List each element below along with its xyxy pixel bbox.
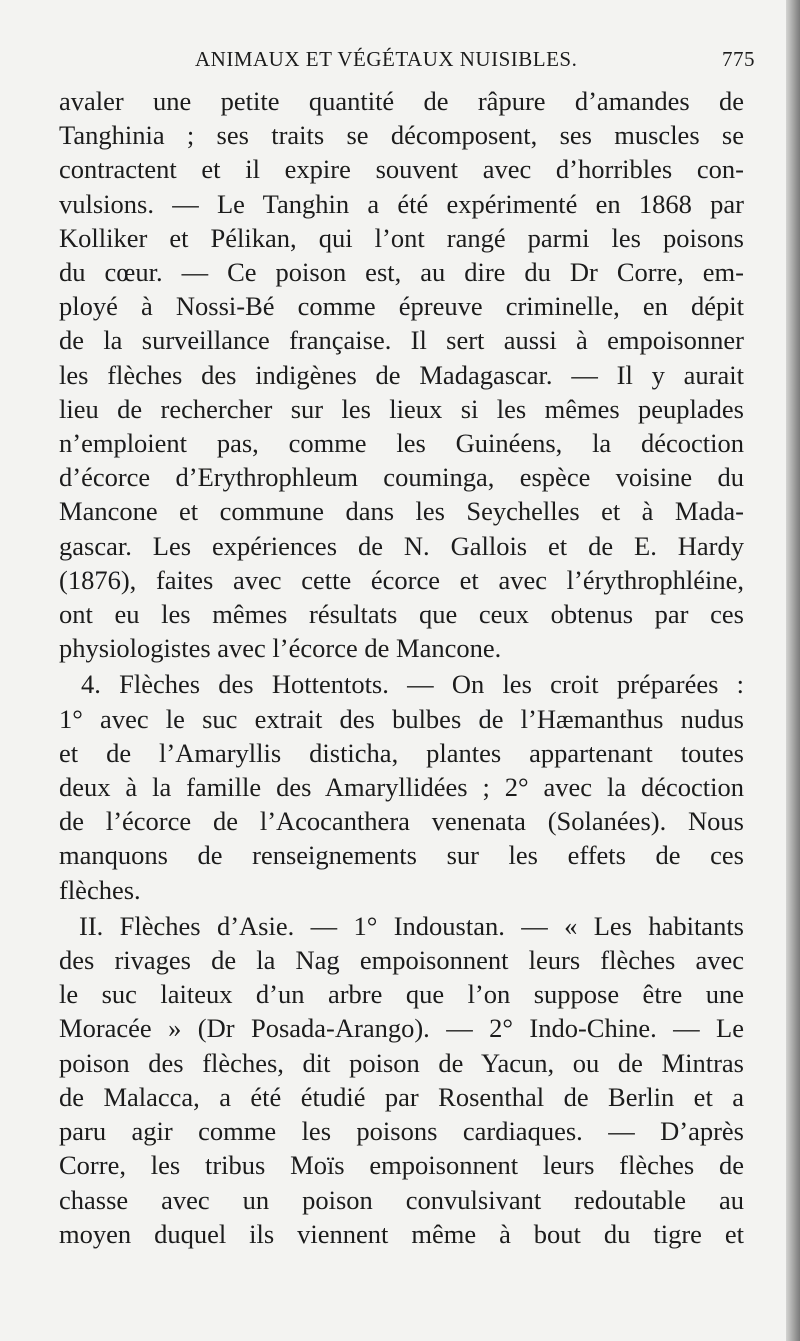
text-line: vulsions. — Le Tanghin a été expérimenté en 1868 par <box>59 188 744 219</box>
text-line: paru agir comme les poisons cardiaques. — D’après <box>59 1116 744 1147</box>
text-line: flèches. <box>59 874 141 905</box>
text-line: 4. Flèches des Hottentots. — On les croit préparées : <box>81 669 744 700</box>
text-line: chasse avec un poison convulsivant redoutable au <box>59 1184 744 1215</box>
text-line: (1876), faites avec cette écorce et avec l’érythrophléine, <box>59 564 744 595</box>
text-line: les flèches des indigènes de Madagascar. — Il y aurait <box>59 359 744 390</box>
text-line: d’écorce d’Erythrophleum coumingа, espèce voisine du <box>59 462 744 493</box>
text-line: poison des flèches, dit poison de Yacun, ou de Mintras <box>59 1047 744 1078</box>
page-edge-shadow <box>786 0 800 1341</box>
text-line: Moracée » (Dr Posada-Arango). — 2° Indo-Chine. — Le <box>59 1013 744 1044</box>
text-line: Kolliker et Pélikan, qui l’ont rangé parmi les poisons <box>59 222 744 253</box>
text-line: lieu de rechercher sur les lieux si les mêmes peuplades <box>59 393 744 424</box>
text-line: physiologistes avec l’écorce de Mancone. <box>59 633 502 664</box>
text-line: Tanghinia ; ses traits se décomposent, ses muscles se <box>59 120 744 151</box>
text-line: II. Flèches d’Asie. — 1° Indoustan. — « Les habitants <box>79 910 744 941</box>
text-line: le suc laiteux d’un arbre que l’on suppose être une <box>59 979 744 1010</box>
text-line: manquons de renseignements sur les effets de ces <box>59 840 744 871</box>
text-line: de la surveillance française. Il sert aussi à empoisonner <box>59 325 744 356</box>
text-line: ont eu les mêmes résultats que ceux obtenus par ces <box>59 599 744 630</box>
text-line: moyen duquel ils viennent même à bout du tigre et <box>59 1218 744 1249</box>
text-line: de l’écorce de l’Acocanthera venenata (Solanées). Nous <box>59 806 744 837</box>
text-line: Mancone et commune dans les Seychelles et à Mada- <box>59 496 744 527</box>
running-head <box>195 47 755 75</box>
body-text <box>59 84 744 1251</box>
text-line: 1° avec le suc extrait des bulbes de l’Hæmanthus nudus <box>59 703 744 734</box>
text-line: des rivages de la Nag empoisonnent leurs flèches avec <box>59 945 744 976</box>
text-line: gascar. Les expériences de N. Gallois et de E. Hardy <box>59 530 744 561</box>
text-line: de Malacca, a été étudié par Rosenthal de Berlin et a <box>59 1081 744 1112</box>
text-line: du cœur. — Ce poison est, au dire du Dr Corre, em- <box>59 257 744 288</box>
text-line: ployé à Nossi-Bé comme épreuve criminelle, en dépit <box>59 291 744 322</box>
text-line: deux à la famille des Amaryllidées ; 2° avec la décoction <box>59 772 744 803</box>
page-number: 775 <box>722 47 755 71</box>
text-line: n’emploient pas, comme les Guinéens, la décoction <box>59 428 744 459</box>
text-line: Corre, les tribus Moïs empoisonnent leurs flèches de <box>59 1150 744 1181</box>
text-line: contractent et il expire souvent avec d’horribles con- <box>59 154 744 185</box>
text-line: avaler une petite quantité de râpure d’amandes de <box>59 86 744 116</box>
running-title: ANIMAUX ET VÉGÉTAUX NUISIBLES. <box>195 47 578 71</box>
text-line: et de l’Amaryllis disticha, plantes appartenant toutes <box>59 737 744 768</box>
